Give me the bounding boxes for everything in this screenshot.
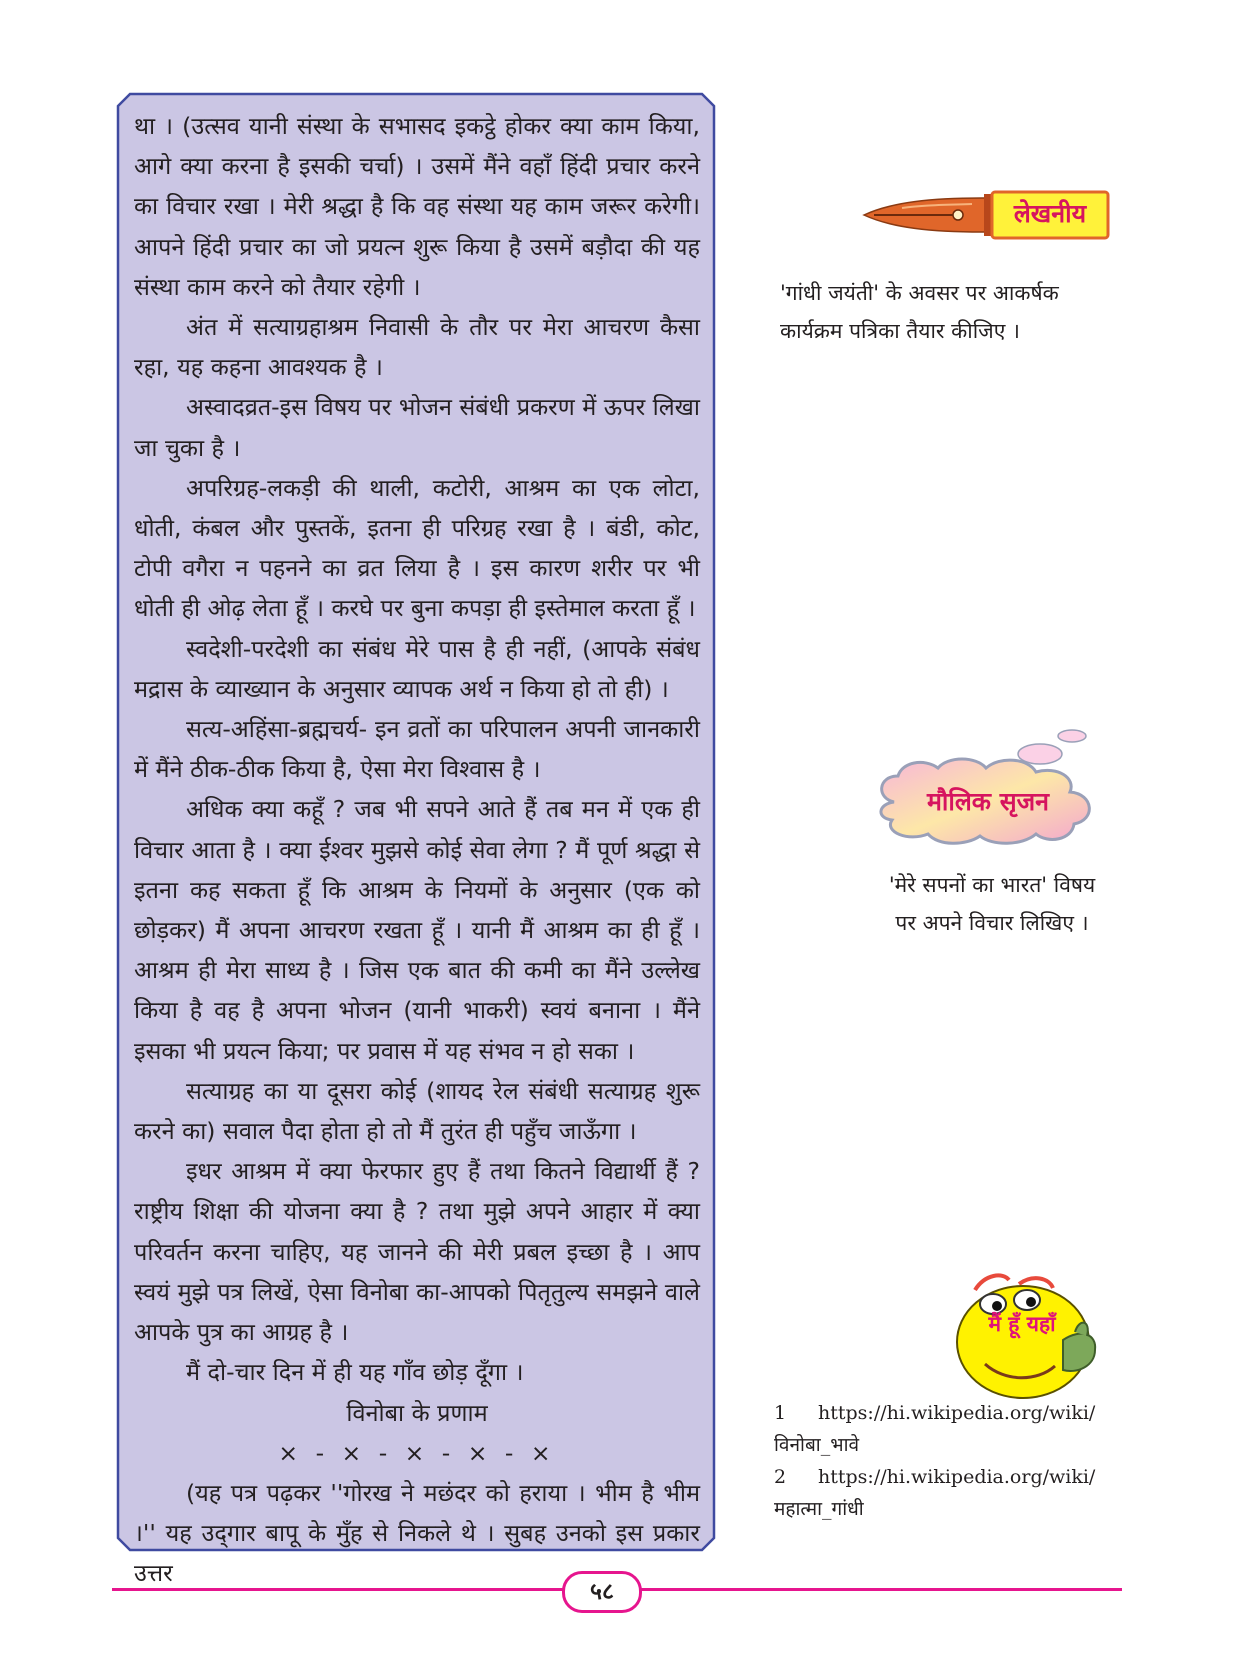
paragraph: अपरिग्रह-लकड़ी की थाली, कटोरी, आश्रम का एक लोटा, धोती, कंबल और पुस्तकें, इतना ही परिग्रह रखा है । बंडी, कोट, टोपी वगैरा न पहनने का व्रत लिया है । इस कारण शरीर पर भी धोती ही ओढ़ लेता हूँ । करघे पर बुना कपड़ा ही इस्तेमाल करता हूँ ।: [134, 473, 700, 623]
lekhniya-badge: [862, 188, 1112, 242]
lekhniya-task: [780, 274, 1110, 350]
paragraph: स्वदेशी-परदेशी का संबंध मेरे पास है ही नहीं, (आपके संबंध मद्रास के व्याख्यान के अनुसार व्यापक अर्थ न किया हो तो ही) ।: [134, 634, 700, 703]
letter-panel: [116, 92, 716, 1588]
letter-text: [134, 106, 700, 1594]
reference-page: विनोबा_भावे: [774, 1434, 860, 1456]
paragraph: इधर आश्रम में क्या फेरफार हुए हैं तथा कितने विद्यार्थी हैं ? राष्ट्रीय शिक्षा की योजना क्या है ? तथा मुझे अपने आहार में क्या परिवर्तन करना चाहिए, यह जानने की मेरी प्रबल इच्छा है । आप स्वयं मुझे पत्र लिखें, ऐसा विनोबा का-आपको पितृतुल्य समझने वाले आपके पुत्र का आग्रह है ।: [134, 1157, 700, 1347]
lekhniya-line: 'गांधी जयंती' के अवसर पर आकर्षक: [780, 281, 1059, 305]
reference-url[interactable]: https://hi.wikipedia.org/wiki/: [818, 1466, 1096, 1488]
paragraph: सत्य-अहिंसा-ब्रह्मचर्य- इन व्रतों का परिपालन अपनी जानकारी में मैंने ठीक-ठीक किया है, ऐसा मेरा विश्वास है ।: [134, 715, 700, 784]
references: [774, 1397, 1124, 1525]
lekhniya-line: कार्यक्रम पत्रिका तैयार कीजिए ।: [780, 319, 1020, 343]
reference-item: 2 https://hi.wikipedia.org/wiki/: [774, 1466, 1096, 1488]
maulik-srijan-badge: [872, 728, 1112, 848]
maulik-line: 'मेरे सपनों का भारत' विषय: [888, 873, 1096, 897]
maulik-task: [862, 866, 1122, 942]
signature: विनोबा के प्रणाम: [346, 1398, 488, 1427]
page-number: ५८: [562, 1571, 642, 1613]
maulik-line: पर अपने विचार लिखिए ।: [895, 911, 1089, 935]
paragraph: था । (उत्सव यानी संस्था के सभासद इकट्ठे होकर क्या काम किया, आगे क्या करना है इसकी चर्चा) । उसमें मैंने वहाँ हिंदी प्रचार करने का विचार रखा । मेरी श्रद्धा है कि वह संस्था यह काम जरूर करेगी। आपने हिंदी प्रचार का जो प्रयत्न शुरू किया है उसमें बड़ौदा की यह संस्था काम करने को तैयार रहेगी ।: [134, 112, 700, 301]
lekhniya-label: लेखनीय: [1013, 199, 1087, 228]
maulik-label: मौलिक सृजन: [926, 787, 1050, 816]
paragraph: अधिक क्या कहूँ ? जब भी सपने आते हैं तब मन में एक ही विचार आता है । क्या ईश्वर मुझसे कोई सेवा लेगा ? मैं पूर्ण श्रद्धा से इतना कह सकता हूँ कि आश्रम के नियमों के अनुसार (एक को छोड़कर) मैं अपना आचरण रखता हूँ । यानी मैं आश्रम का ही हूँ । आश्रम ही मेरा साध्य है । जिस एक बात की कमी का मैंने उल्लेख किया है वह है अपना भोजन (यानी भाकरी) स्वयं बनाना । मैंने इसका भी प्रयत्न किया; पर प्रवास में यह संभव न हो सका ।: [134, 795, 700, 1065]
separator: × - × - × - × - ×: [278, 1438, 556, 1467]
paragraph: सत्याग्रह का या दूसरा कोई (शायद रेल संबंधी सत्याग्रह शुरू करने का) सवाल पैदा होता हो तो मैं तुरंत ही पहुँच जाऊँगा ।: [134, 1076, 700, 1146]
paragraph: मैं दो-चार दिन में ही यह गाँव छोड़ दूँगा ।: [186, 1358, 524, 1387]
reference-item: 1 https://hi.wikipedia.org/wiki/: [774, 1402, 1096, 1424]
paragraph: अस्वादव्रत-इस विषय पर भोजन संबंधी प्रकरण में ऊपर लिखा जा चुका है ।: [134, 393, 700, 462]
mascot-label: मैं हूँ यहाँ: [988, 1312, 1056, 1336]
paragraph: अंत में सत्याग्रहाश्रम निवासी के तौर पर मेरा आचरण कैसा रहा, यह कहना आवश्यक है ।: [134, 313, 700, 382]
reference-page: महात्मा_गांधी: [774, 1498, 864, 1520]
reference-url[interactable]: https://hi.wikipedia.org/wiki/: [818, 1402, 1096, 1424]
mascot: [945, 1270, 1105, 1400]
paragraph: (यह पत्र पढ़कर ''गोरख ने मछंदर को हराया । भीम है भीम ।'' यह उद्‌गार बापू के मुँह से निकले थे । सुबह उनको इस प्रकार उत्तर: [134, 1478, 700, 1588]
